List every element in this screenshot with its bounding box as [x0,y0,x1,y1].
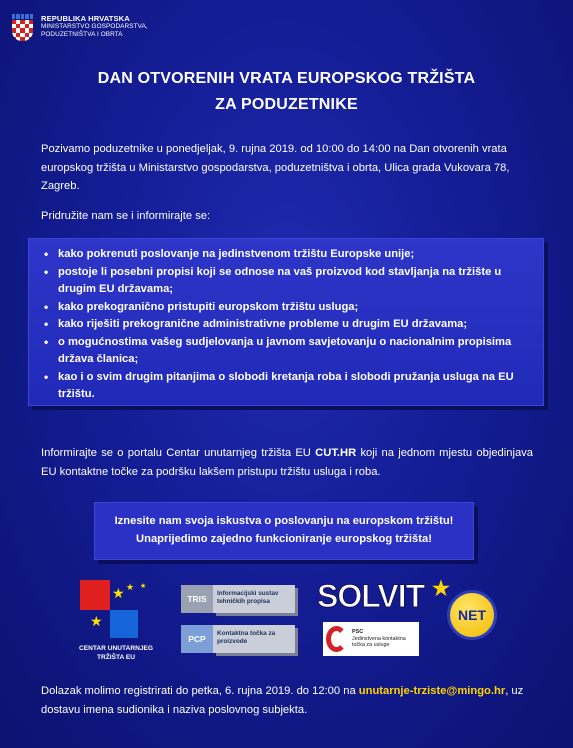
pcp-logo [181,625,295,653]
net-logo [447,590,497,640]
solvit-text: SOLVIT [317,578,425,614]
red-square-icon [80,580,110,610]
tris-desc: Informacijski sustav tehničkih propisa [213,585,295,613]
portal-paragraph [41,444,533,481]
registration-paragraph [41,682,533,719]
star-icon: ★ [140,583,147,590]
tris-key: TRIS [181,585,213,613]
pcp-desc: Kontaktna točka za proizvode [213,625,295,653]
psc-desc: Jedinstvena kontaktna točka za usluge [352,635,406,649]
topics-box [28,238,544,406]
psc-icon [326,626,347,652]
ministry-name-line2: PODUZETNIŠTVA I OBRTA [41,31,123,39]
title-line2: ZA PODUZETNIKE [215,96,358,113]
psc-logo [323,622,419,656]
page-title [0,66,573,118]
net-text: NET [458,607,486,623]
join-text: Pridružite nam se i informirajte se: [41,210,211,222]
star-icon: ★ [90,613,103,629]
list-item: • kako prekogranično pristupiti europskom tržištu usluga; [44,299,534,317]
list-item: • kako riješiti prekogranične administrativne probleme u drugim EU državama; [44,316,534,334]
registration-text-pre: Dolazak molimo registrirati do petka, 6. rujna 2019. do 12:00 na [41,685,359,697]
email-link[interactable]: unutarnje-trziste@mingo.hr [358,685,506,697]
coat-of-arms-icon [12,14,33,41]
topics-list [28,238,544,404]
solvit-logo [317,578,449,615]
portal-link[interactable]: CUT.HR [315,447,357,459]
portal-text-pre: Informirajte se o portalu Centar unutarnjeg tržišta EU [41,447,316,459]
intro-paragraph: Pozivamo poduzetnike u ponedjeljak, 9. rujna 2019. od 10:00 do 14:00 na Dan otvorenih vrata europskog tržišta u Ministarstvo gospodarstva, poduzetništva i obrta, Ulica grada Vukovara 78, Zagreb. [41,143,510,192]
star-icon: ★ [432,578,449,600]
list-item: • postoje li posebni propisi koji se odnose na vaš proizvod kod stavljanja na tržište u drugim EU državama; [44,264,534,299]
star-icon: ★ [112,585,125,601]
pcp-key: PCP [181,625,213,653]
blue-square-icon [110,610,138,638]
callout-box [94,502,474,560]
psc-title: PSC [352,629,364,636]
portal-text-post: koji na jednom mjestu objedinjava EU kontaktne točke za podršku lakšem pristupu tržištu usluga i roba. [41,447,533,478]
cut-label: CENTAR UNUTARNJEG TRŽIŠTA EU [78,645,154,661]
ministry-logo [12,14,148,41]
ministry-country: REPUBLIKA HRVATSKA [41,14,130,23]
list-item: • o mogućnostima vašeg sudjelovanja u javnom savjetovanju o nacionalnim propisima država članica; [44,334,534,369]
callout-line2: Unaprijedimo zajedno funkcioniranje europskog tržišta! [136,533,432,545]
star-icon: ★ [126,582,135,592]
list-item: • kao i o svim drugim pitanjima o slobodi kretanja roba i slobodi pružanja usluga na EU tržištu. [44,369,534,404]
callout-line1: Iznesite nam svoja iskustva o poslovanju na europskom tržištu! [114,515,454,527]
title-line1: DAN OTVORENIH VRATA EUROPSKOG TRŽIŠTA [97,70,476,87]
tris-logo [181,585,295,613]
list-item: • kako pokrenuti poslovanje na jedinstvenom tržištu Europske unije; [44,246,534,264]
registration-text-post: , uz dostavu imena sudionika i naziva poslovnog subjekta. [41,685,524,716]
ministry-name-line1: MINISTARSTVO GOSPODARSTVA, [41,23,148,30]
